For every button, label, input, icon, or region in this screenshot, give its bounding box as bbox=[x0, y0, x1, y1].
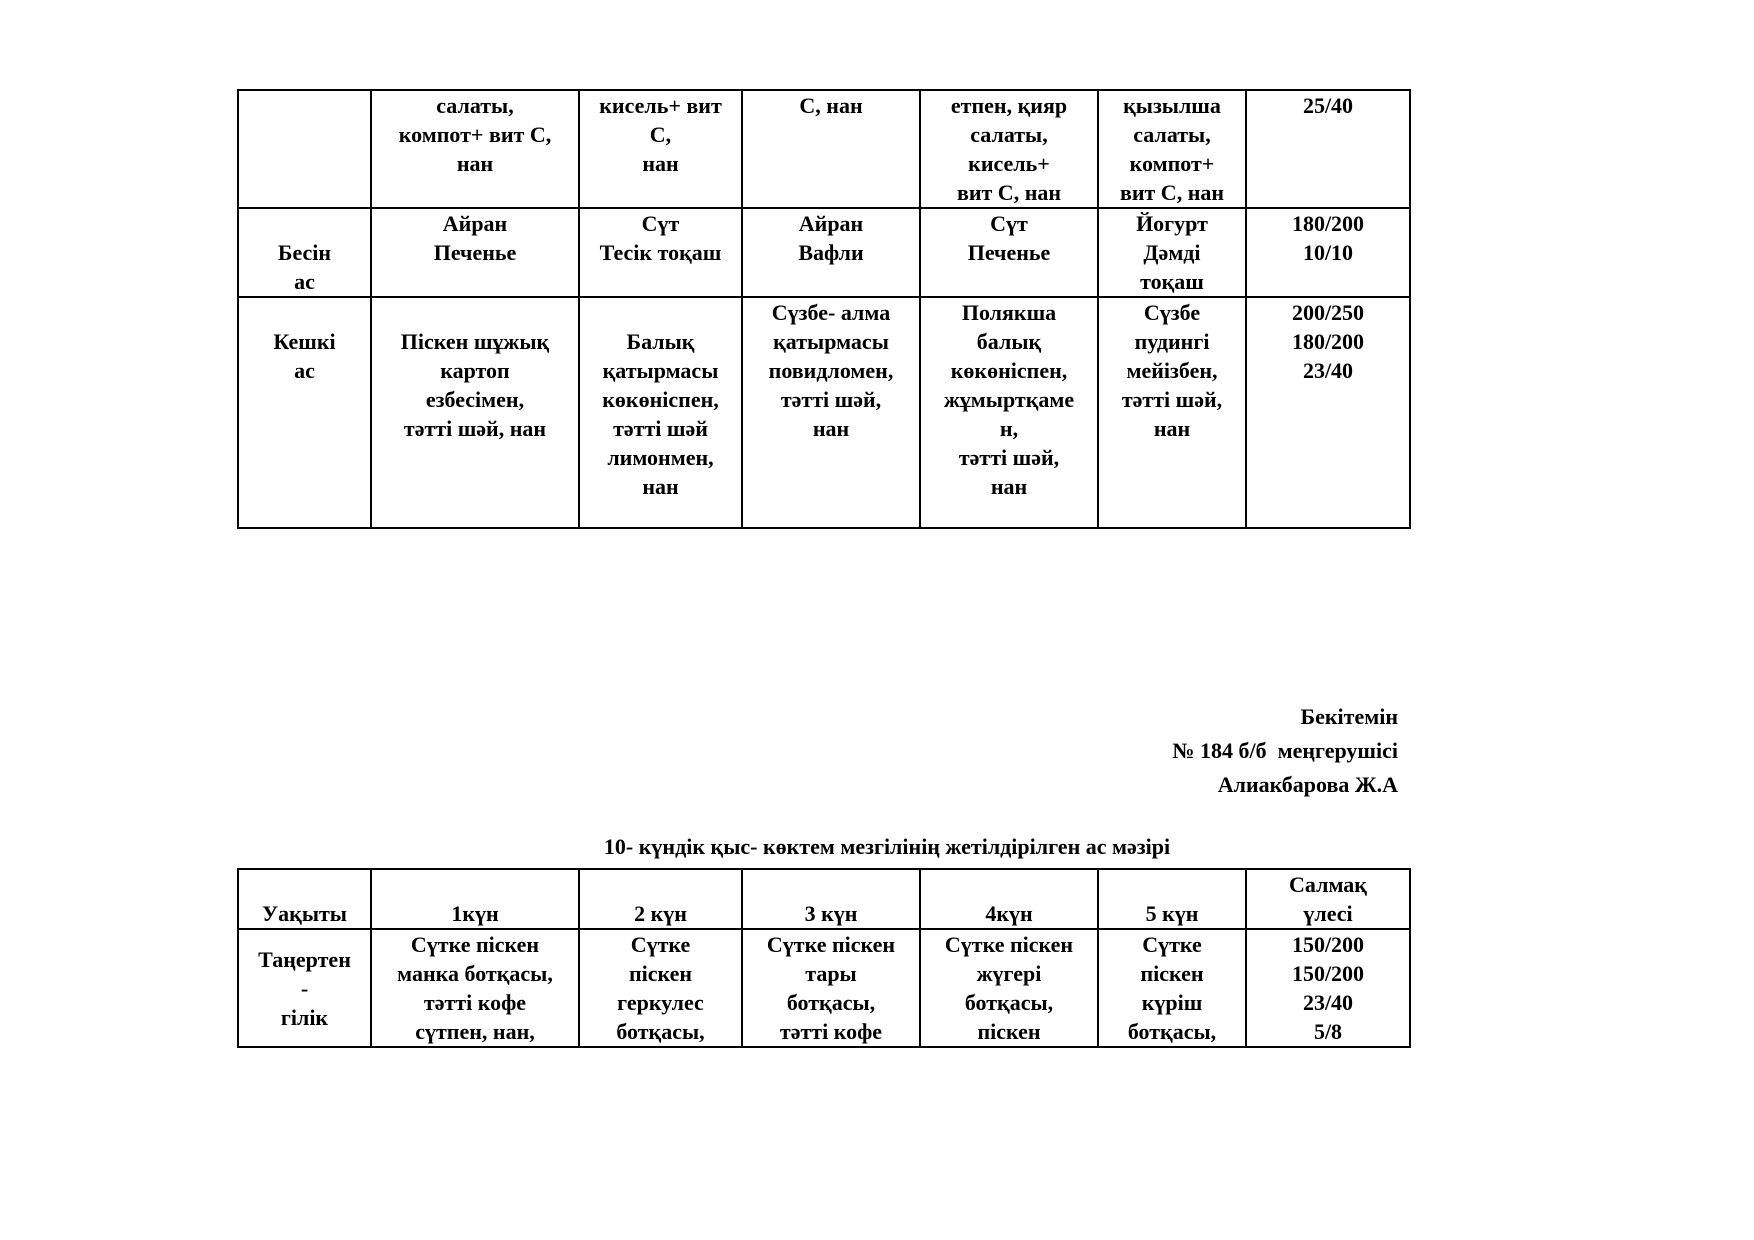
approval-block bbox=[1172, 700, 1398, 802]
header-day-1: 1күн bbox=[371, 869, 579, 929]
weight-cell: 200/250 180/200 23/40 bbox=[1246, 297, 1410, 528]
day-4-cell: Полякша балық көкөніспен, жұмыртқаме н, тәтті шәй, нан bbox=[920, 297, 1098, 528]
day-1-cell: Піскен шұжық картоп езбесімен, тәтті шәй, нан bbox=[371, 297, 579, 528]
menu-table-continuation bbox=[237, 89, 1411, 529]
menu-table bbox=[237, 868, 1411, 1048]
meal-time-cell bbox=[238, 90, 371, 208]
day-5-cell: Сүтке піскен күріш ботқасы, bbox=[1098, 929, 1246, 1047]
day-4-cell: Сүтке піскен жүгері ботқасы, піскен bbox=[920, 929, 1098, 1047]
weight-cell: 150/200 150/200 23/40 5/8 bbox=[1246, 929, 1410, 1047]
day-5-cell: Йогурт Дәмді тоқаш bbox=[1098, 208, 1246, 297]
table-row bbox=[238, 929, 1410, 1047]
table-row bbox=[238, 90, 1410, 208]
day-4-cell: етпен, қияр салаты, кисель+ вит С, нан bbox=[920, 90, 1098, 208]
day-5-cell: Сүзбе пудингі мейізбен, тәтті шәй, нан bbox=[1098, 297, 1246, 528]
day-3-cell: Сүзбе- алма қатырмасы повидломен, тәтті шәй, нан bbox=[742, 297, 920, 528]
meal-time-cell: Таңертен - гілік bbox=[238, 929, 371, 1047]
approval-position: № 184 б/б меңгерушісі bbox=[1172, 738, 1398, 763]
header-day-3: 3 күн bbox=[742, 869, 920, 929]
approval-signatory: Алиакбарова Ж.А bbox=[1217, 772, 1398, 797]
day-2-cell: Сүт Тесік тоқаш bbox=[579, 208, 742, 297]
day-1-cell: Сүтке піскен манка ботқасы, тәтті кофе сүтпен, нан, bbox=[371, 929, 579, 1047]
header-time: Уақыты bbox=[238, 869, 371, 929]
day-4-cell: Сүт Печенье bbox=[920, 208, 1098, 297]
table-header-row bbox=[238, 869, 1410, 929]
day-5-cell: қызылша салаты, компот+ вит С, нан bbox=[1098, 90, 1246, 208]
day-3-cell: С, нан bbox=[742, 90, 920, 208]
header-day-4: 4күн bbox=[920, 869, 1098, 929]
approval-title: Бекітемін bbox=[1300, 704, 1398, 729]
day-1-cell: салаты, компот+ вит С, нан bbox=[371, 90, 579, 208]
weight-cell: 25/40 bbox=[1246, 90, 1410, 208]
header-weight: Салмақ үлесі bbox=[1246, 869, 1410, 929]
day-2-cell: Балық қатырмасы көкөніспен, тәтті шәй лимонмен, нан bbox=[579, 297, 742, 528]
header-day-2: 2 күн bbox=[579, 869, 742, 929]
day-3-cell: Айран Вафли bbox=[742, 208, 920, 297]
weight-cell: 180/200 10/10 bbox=[1246, 208, 1410, 297]
meal-time-cell: Бесін ас bbox=[238, 208, 371, 297]
table-row bbox=[238, 297, 1410, 528]
day-2-cell: кисель+ вит С, нан bbox=[579, 90, 742, 208]
header-day-5: 5 күн bbox=[1098, 869, 1246, 929]
menu-title: 10- күндік қыс- көктем мезгілінің жетілдірілген ас мәзірі bbox=[603, 834, 1171, 859]
day-3-cell: Сүтке піскен тары ботқасы, тәтті кофе bbox=[742, 929, 920, 1047]
table-row bbox=[238, 208, 1410, 297]
meal-time-cell: Кешкі ас bbox=[238, 297, 371, 528]
day-1-cell: Айран Печенье bbox=[371, 208, 579, 297]
day-2-cell: Сүтке піскен геркулес ботқасы, bbox=[579, 929, 742, 1047]
